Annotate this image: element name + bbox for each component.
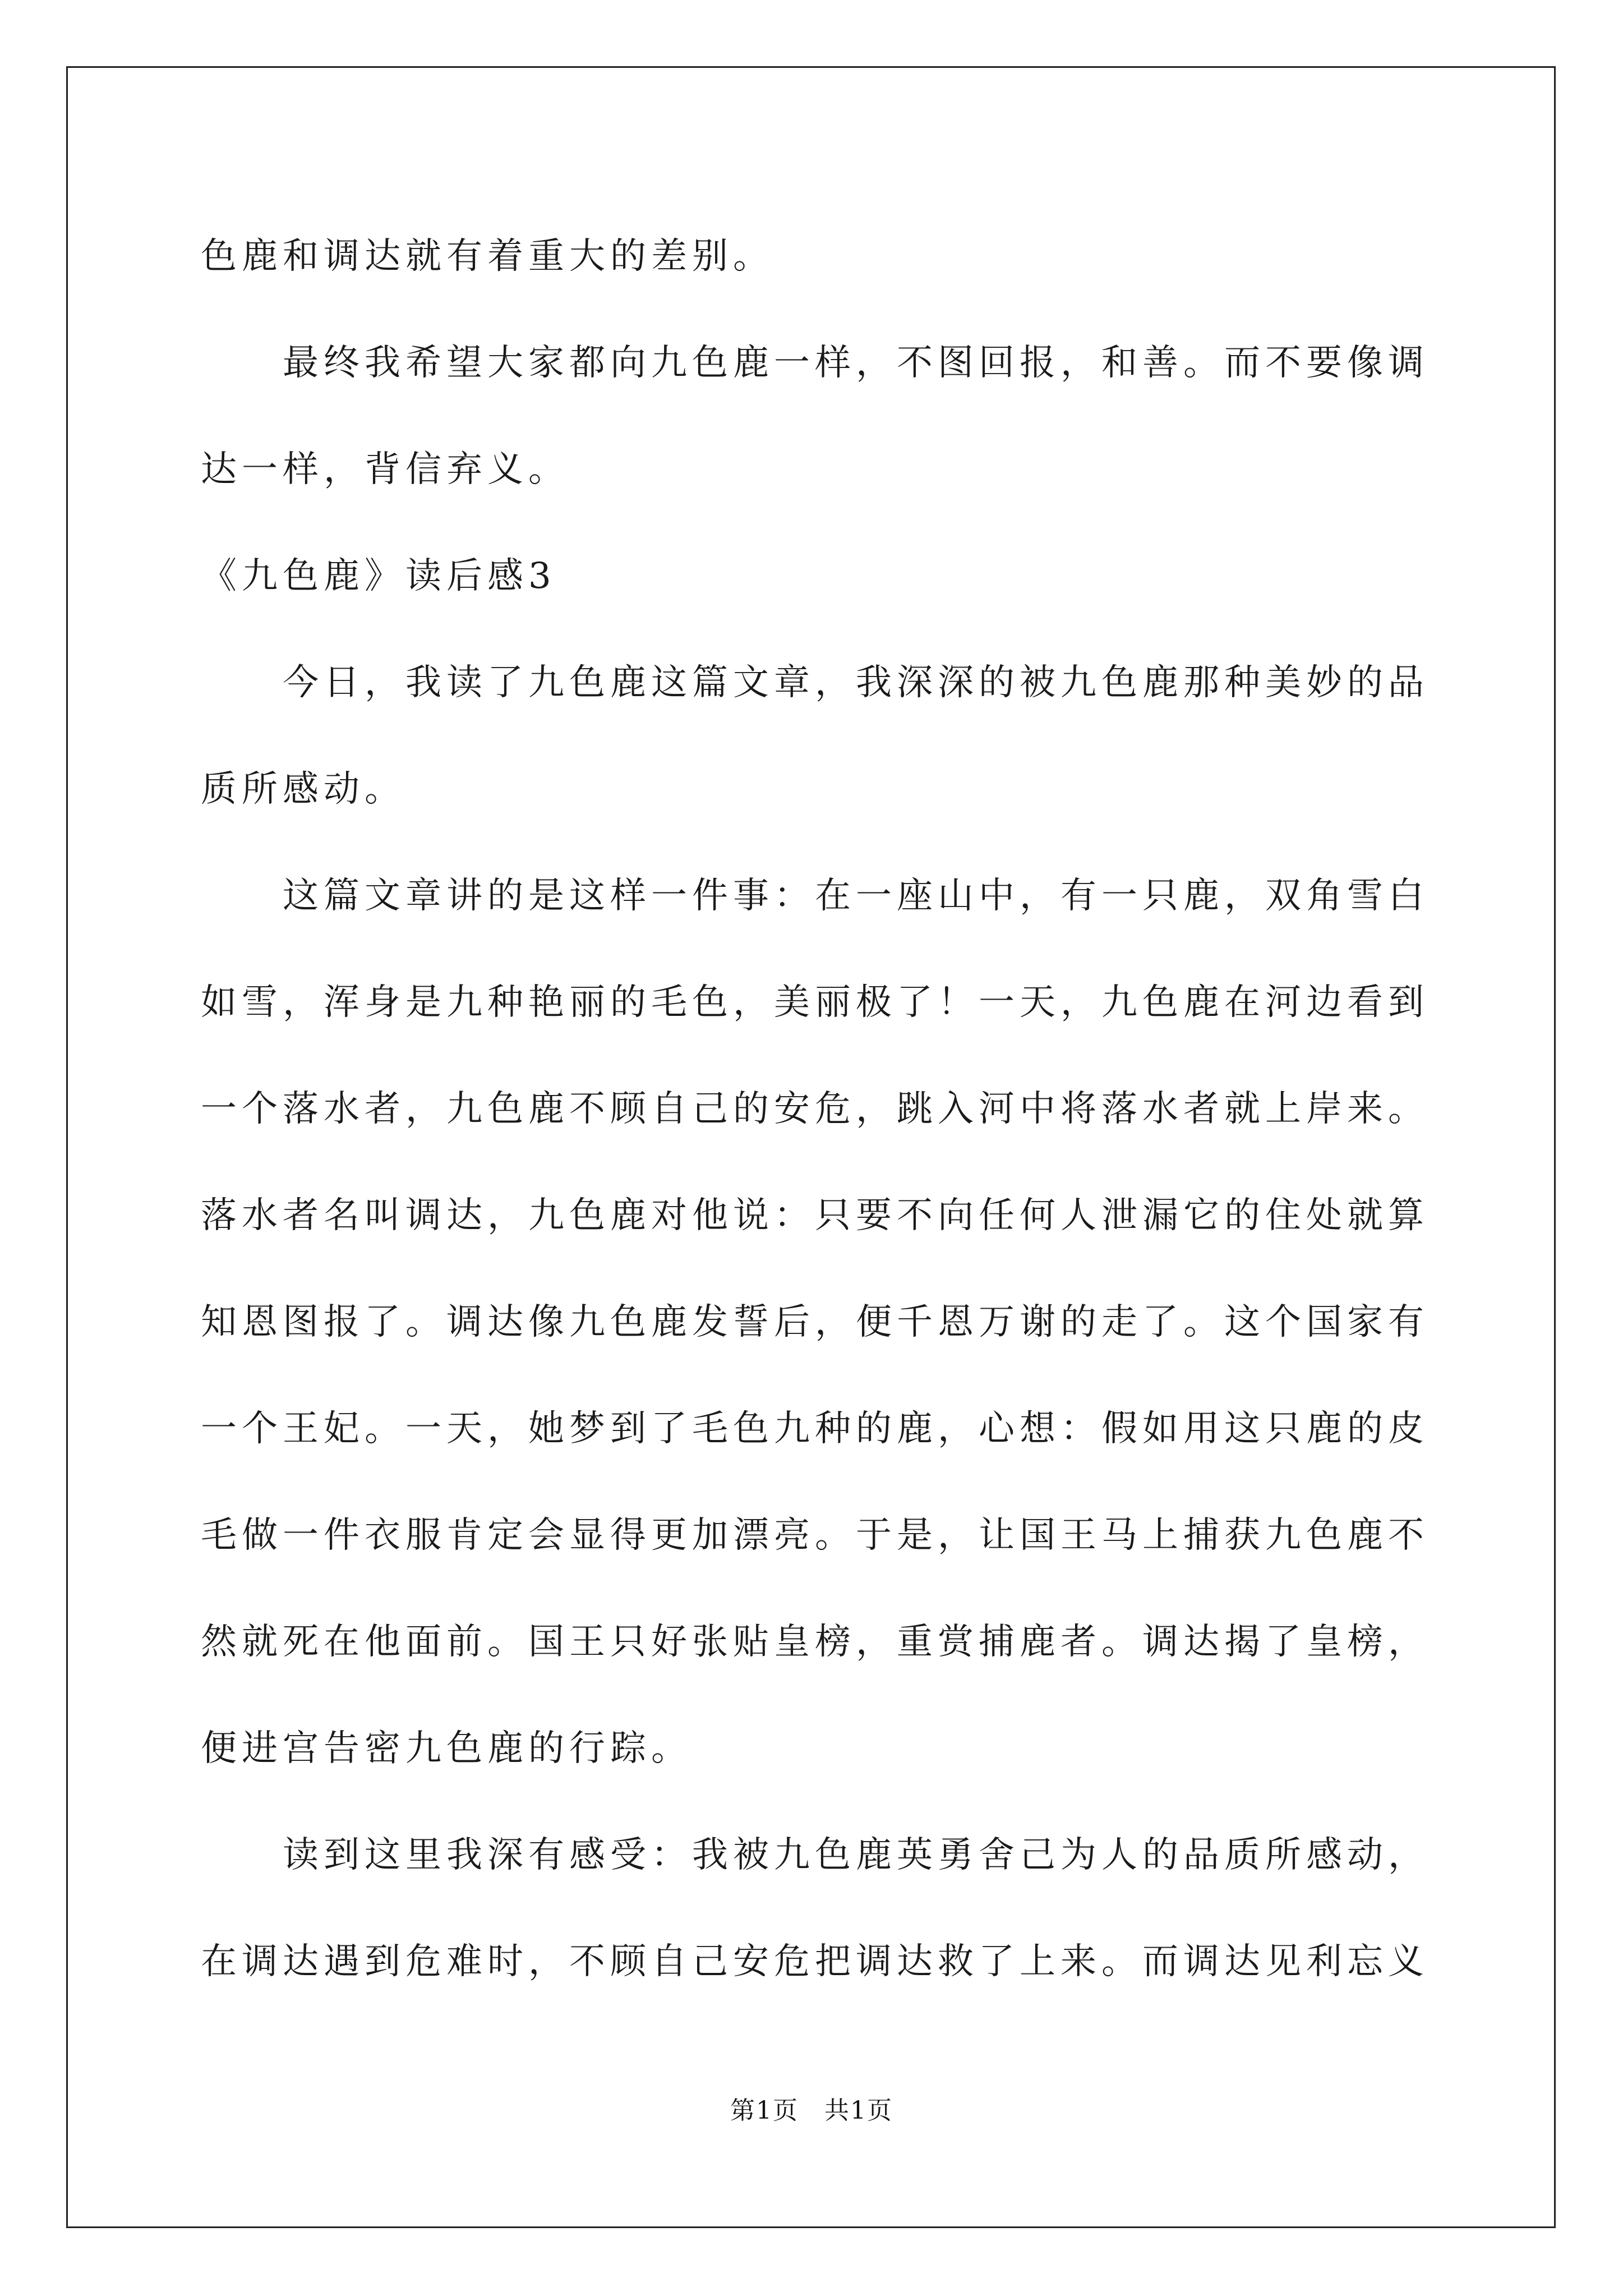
paragraph-5: 读到这里我深有感受：我被九色鹿英勇舍己为人的品质所感动，在调达遇到危难时，不顾自己安危把调达救了上来。而调达见利忘义 [201,1834,1429,1982]
paragraph-3: 今日，我读了九色鹿这篇文章，我深深的被九色鹿那种美妙的品质所感动。 [201,662,1429,810]
paragraph-2: 最终我希望大家都向九色鹿一样，不图回报，和善。而不要像调达一样，背信弃义。 [201,342,1429,490]
section-heading: 《九色鹿》读后感3 [201,555,556,597]
page-footer: 第1页 共1页 [730,2096,893,2125]
document-body [201,203,1429,2015]
paragraph-1: 色鹿和调达就有着重大的差别。 [201,236,774,277]
paragraph-4: 这篇文章讲的是这样一件事：在一座山中，有一只鹿，双角雪白如雪，浑身是九种艳丽的毛色，美丽极了！一天，九色鹿在河边看到一个落水者，九色鹿不顾自己的安危，跳入河中将落水者就上岸来。落水者名叫调达，九色鹿对他说：只要不向任何人泄漏它的住处就算知恩图报了。调达像九色鹿发誓后，便千恩万谢的走了。这个国家有一个王妃。一天，她梦到了毛色九种的鹿，心想：假如用这只鹿的皮毛做一件衣服肯定会显得更加漂亮。于是，让国王马上捕获九色鹿不然就死在他面前。国王只好张贴皇榜，重赏捕鹿者。调达揭了皇榜，便进宫告密九色鹿的行踪。 [201,875,1429,1769]
